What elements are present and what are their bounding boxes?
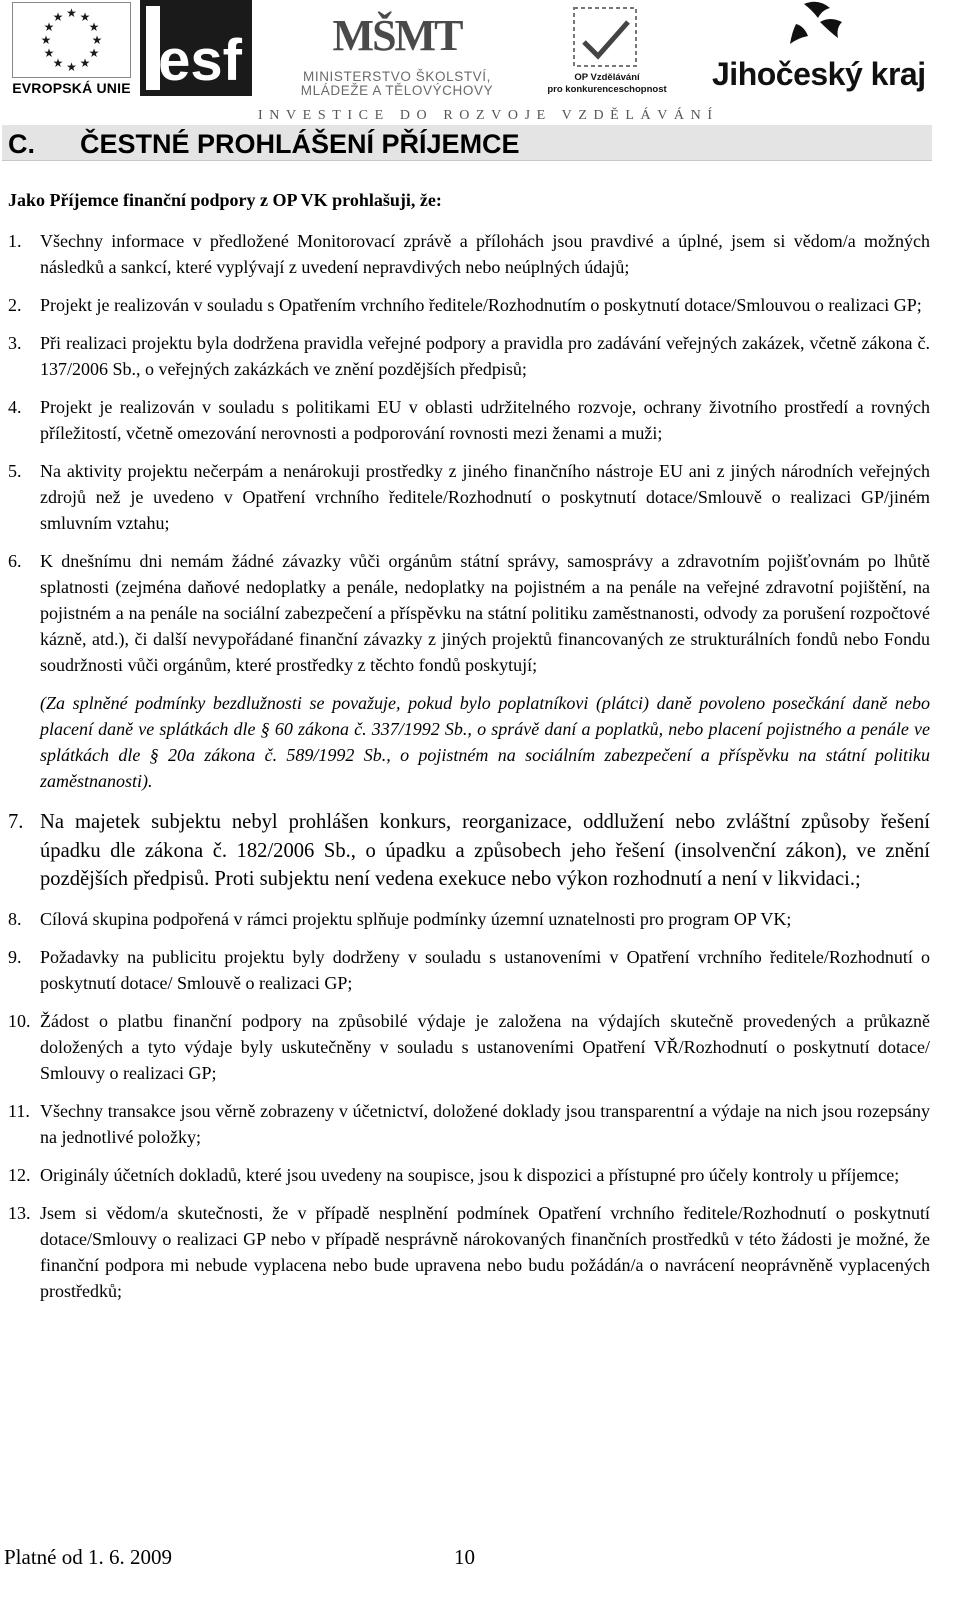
declaration-intro: Jako Příjemce finanční podpory z OP VK prohlašuji, že:	[8, 190, 442, 210]
declaration-item-5	[8, 458, 930, 536]
declaration-item-6	[8, 548, 930, 678]
svg-text:★: ★	[52, 56, 64, 70]
esf-mark-icon	[140, 0, 252, 96]
item-number: 12.	[8, 1164, 31, 1185]
jihocesky-kraj-emblem-icon	[708, 0, 953, 58]
declaration-item-12	[8, 1162, 930, 1188]
page-number: 10	[454, 1545, 475, 1569]
section-header	[2, 125, 932, 161]
declaration-item-1	[8, 228, 930, 280]
logo-header	[0, 0, 960, 123]
msmt-mark: MŠMT	[332, 11, 462, 60]
declaration-item-10	[8, 1008, 930, 1086]
op-vk-mark-icon	[532, 2, 682, 70]
svg-text:★: ★	[91, 33, 103, 47]
msmt-logo	[292, 0, 502, 100]
op-line-1: OP Vzdělávání	[574, 72, 640, 83]
item-text: Cílová skupina podpořená v rámci projektu splňuje podmínky územní uznatelnosti pro program OP VK;	[40, 908, 792, 929]
item-text: Na aktivity projektu nečerpám a nenárokuji prostředky z jiného finančního nástroje EU ani z jiných národních veřejných zdrojů než je uvedeno v Opatření vrchního ředitele/Rozhodnutí o poskytnutí dotace/Smlouvě o realizaci GP/jiném smluvním vztahu;	[40, 461, 930, 533]
declaration-item-9	[8, 944, 930, 996]
svg-text:★: ★	[79, 10, 91, 24]
item-number: 9.	[8, 946, 22, 967]
op-vk-logo	[532, 2, 682, 102]
item-number: 4.	[8, 397, 22, 417]
item-text: Projekt je realizován v souladu s Opatřením vrchního ředitele/Rozhodnutím o poskytnutí dotace/Smlouvou o realizaci GP;	[40, 295, 922, 315]
item-number: 11.	[8, 1100, 30, 1121]
declaration-item-8	[8, 906, 930, 932]
svg-text:★: ★	[88, 20, 100, 34]
item-number: 1.	[8, 231, 22, 251]
esf-label: esf	[158, 28, 242, 93]
svg-text:★: ★	[88, 46, 100, 60]
item-text: Všechny informace v předložené Monitorovací zprávě a přílohách jsou pravdivé a úplné, jsem si vědom/a možných následků a sankcí, které vyplývají z uvedení nepravdivých nebo neúplných údajů;	[40, 231, 930, 277]
declaration-item-13	[8, 1200, 930, 1304]
item-text: Na majetek subjektu nebyl prohlášen konkurs, reorganizace, oddlužení nebo zvláštní způsoby řešení úpadku dle zákona č. 182/2006 Sb., o úpadku a způsobech jeho řešení (insolvenční zákon), ve znění pozdějších předpisů. Proti subjektu není vedena exekuce nebo výkon rozhodnutí a není v likvidaci.;	[40, 811, 930, 890]
item-text: Originály účetních dokladů, které jsou uvedeny na soupisce, jsou k dispozici a přístupné pro účely kontroly u příjemce;	[40, 1164, 900, 1185]
svg-text:★: ★	[43, 20, 55, 34]
item-text: K dnešnímu dni nemám žádné závazky vůči orgánům státní správy, samosprávy a zdravotním pojišťovnám po lhůtě splatnosti (zejména daňové nedoplatky a penále, nedoplatky na pojistném a na penále na veřejné zdravotní pojištění, na pojistném a na penále na sociální zabezpečení a příspěvku na státní politiku zaměstnanosti, odvody za porušení rozpočtové kázně, atd.), či další nevypořádané finanční závazky z jiných projektů financovaných ze strukturálních fondů nebo Fondu soudržnosti vůči orgánům, které prostředky z těchto fondů poskytují;	[40, 551, 930, 675]
declaration-item-11	[8, 1098, 930, 1150]
declaration-list	[8, 228, 930, 1316]
svg-text:★: ★	[43, 46, 55, 60]
svg-text:★: ★	[66, 60, 77, 74]
eu-label: EVROPSKÁ UNIE	[12, 80, 131, 96]
section-title: ČESTNÉ PROHLÁŠENÍ PŘÍJEMCE	[80, 129, 520, 159]
svg-text:★: ★	[79, 56, 91, 70]
region-name: Jihočeský kraj	[712, 56, 926, 92]
item-number: 6.	[8, 551, 22, 571]
declaration-item-4	[8, 394, 930, 446]
msmt-line-2: MLÁDEŽE A TĚLOVÝCHOVY	[300, 83, 494, 98]
esf-logo	[140, 0, 252, 96]
svg-text:★: ★	[52, 10, 64, 24]
item-text: Jsem si vědom/a skutečnosti, že v případě nesplnění podmínek Opatření vrchního ředitele/Rozhodnutí o poskytnutí dotace/Smlouvy o realizaci GP nebo v případě nesprávně nárokovaných finančních prostředků v této žádosti je možné, že finanční podpora mi nebude vyplacena nebo bude upravena nebo budu požádán/a o navrácení neoprávněně vyplacených prostředků;	[40, 1202, 930, 1301]
eu-flag-icon	[12, 2, 131, 78]
valid-from: Platné od 1. 6. 2009	[4, 1545, 172, 1569]
debt-free-note: (Za splněné podmínky bezdlužnosti se považuje, pokud bylo poplatníkovi (plátci) daně povoleno posečkání daně nebo placení daně ve splátkách dle § 60 zákona č. 337/1992 Sb., o správě daní a poplatků, nebo placení pojistného a penále ve splátkách dle § 20a zákona č. 589/1992 Sb., o pojistném na sociálním zabezpečení a příspěvku na státní politiku zaměstnanosti).	[40, 693, 930, 791]
eu-logo	[12, 2, 131, 98]
item-text: Žádost o platbu finanční podpory na způsobilé výdaje je založena na výdajích skutečně provedených a průkazně doložených a tyto výdaje byly uskutečněny v souladu s ustanoveními Opatření VŘ/Rozhodnutí o poskytnutí dotace/ Smlouvy o realizaci GP;	[40, 1010, 930, 1083]
tagline: INVESTICE DO ROZVOJE VZDĚLÁVÁNÍ	[258, 108, 719, 123]
item-number: 8.	[8, 908, 22, 929]
declaration-item-7	[8, 808, 930, 894]
declaration-item-2	[8, 292, 930, 318]
section-letter: C.	[8, 129, 35, 159]
item-text: Projekt je realizován v souladu s politikami EU v oblasti udržitelného rozvoje, ochrany životního prostředí a rovných příležitostí, včetně omezování nerovnosti a podporování rovnosti mezi ženami a muži;	[40, 397, 930, 443]
item-text: Požadavky na publicitu projektu byly dodrženy v souladu s ustanoveními v Opatření vrchního ředitele/Rozhodnutí o poskytnutí dotace/ Smlouvě o realizaci GP;	[40, 946, 930, 993]
svg-text:★: ★	[66, 6, 77, 20]
eu-stars-icon	[13, 3, 130, 77]
item-number: 7.	[8, 811, 24, 833]
item-number: 13.	[8, 1202, 31, 1223]
item-number: 3.	[8, 333, 22, 353]
item-text: Při realizaci projektu byla dodržena pravidla veřejné podpory a pravidla pro zadávání veřejných zakázek, včetně zákona č. 137/2006 Sb., o veřejných zakázkách ve znění pozdějších předpisů;	[40, 333, 930, 379]
msmt-mark-icon	[292, 0, 502, 66]
item-number: 10.	[8, 1010, 31, 1031]
jihocesky-kraj-logo	[708, 0, 953, 100]
item-number: 2.	[8, 295, 22, 315]
msmt-line-1: MINISTERSTVO ŠKOLSTVÍ,	[303, 69, 491, 84]
item-number: 5.	[8, 461, 22, 481]
item-text: Všechny transakce jsou věrně zobrazeny v účetnictví, doložené doklady jsou transparentní a výdaje na nich jsou rozepsány na jednotlivé položky;	[40, 1100, 930, 1147]
declaration-item-3	[8, 330, 930, 382]
svg-text:★: ★	[40, 33, 52, 47]
op-line-2: pro konkurenceschopnost	[547, 84, 667, 95]
